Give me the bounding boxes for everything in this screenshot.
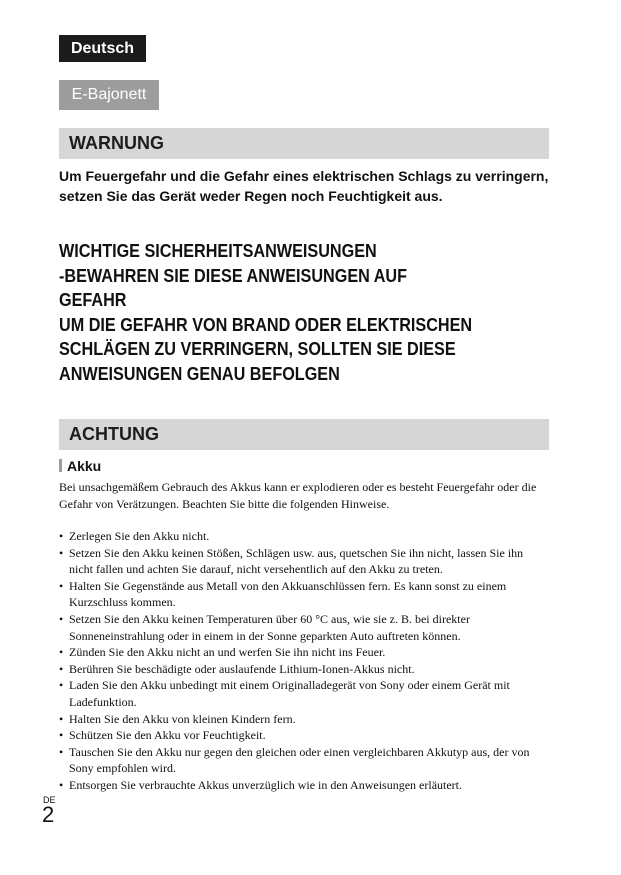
safety-instructions (59, 239, 527, 386)
safety-line: SCHLÄGEN ZU VERRINGERN, SOLLTEN SIE DIESE (59, 339, 456, 359)
list-item (59, 777, 549, 794)
list-item (59, 545, 549, 578)
list-item (59, 727, 549, 744)
list-item (59, 528, 549, 545)
list-item (59, 611, 549, 644)
list-item-text: Laden Sie den Akku unbedingt mit einem Originalladegerät von Sony oder einem Gerät mit Ladefunktion. (69, 678, 510, 709)
list-item (59, 578, 549, 611)
list-item-text: Schützen Sie den Akku vor Feuchtigkeit. (69, 728, 266, 743)
language-label: Deutsch (59, 35, 146, 62)
bullet-icon: • (59, 711, 64, 726)
bullet-icon: • (59, 777, 64, 792)
safety-line: ANWEISUNGEN GENAU BEFOLGEN (59, 363, 340, 384)
battery-warnings-list (59, 528, 549, 794)
bullet-icon: • (59, 645, 64, 660)
caution-header (59, 419, 549, 450)
list-item-text: Tauschen Sie den Akku nur gegen den gleichen oder einen vergleichbaren Akkutyp aus, der von Sony empfohlen wird. (69, 744, 530, 776)
safety-line: UM DIE GEFAHR VON BRAND ODER ELEKTRISCHEN (59, 314, 473, 335)
warning-header (59, 128, 549, 159)
list-item (59, 744, 549, 777)
list-item-text: Setzen Sie den Akku keinen Temperaturen über 60 °C aus, wie sie z. B. bei direkter Sonneneinstrahlung oder in einem in der Sonne geparkten Auto auftreten können. (69, 611, 470, 643)
battery-subheading (59, 458, 101, 476)
list-item (59, 677, 549, 710)
bullet-icon: • (59, 578, 64, 593)
bullet-icon: • (59, 611, 64, 626)
caution-title: ACHTUNG (69, 424, 159, 444)
safety-line: GEFAHR (59, 290, 127, 310)
list-item-text: Halten Sie Gegenstände aus Metall von den Akkuanschlüssen fern. Es kann sonst zu einem Kurzschluss kommen. (69, 578, 507, 610)
bullet-icon: • (59, 728, 64, 743)
page-language-code: DE (43, 795, 56, 805)
bullet-icon: • (59, 545, 64, 560)
warning-title: WARNUNG (69, 133, 164, 153)
list-item-text: Berühren Sie beschädigte oder auslaufende Lithium-Ionen-Akkus nicht. (69, 661, 415, 676)
list-item (59, 661, 549, 678)
section-marker (59, 459, 62, 472)
warning-text: Um Feuergefahr und die Gefahr eines elektrischen Schlags zu verringern, setzen Sie das Gerät weder Regen noch Feuchtigkeit aus. (59, 168, 549, 204)
mount-label: E-Bajonett (59, 80, 159, 110)
list-item-text: Zünden Sie den Akku nicht an und werfen Sie ihn nicht ins Feuer. (69, 645, 386, 660)
battery-intro: Bei unsachgemäßem Gebrauch des Akkus kann er explodieren oder es besteht Feuergefahr oder die Gefahr von Verätzungen. Beachten Sie bitte die folgenden Hinweise. (59, 480, 537, 511)
safety-line: WICHTIGE SICHERHEITSANWEISUNGEN (59, 241, 377, 261)
bullet-icon: • (59, 661, 64, 676)
list-item-text: Halten Sie den Akku von kleinen Kindern fern. (69, 711, 296, 726)
list-item-text: Setzen Sie den Akku keinen Stößen, Schlägen usw. aus, quetschen Sie ihn nicht, lassen Sie ihn nicht fallen und achten Sie darauf, nicht versehentlich auf den Akku zu treten. (69, 545, 524, 577)
safety-line: -BEWAHREN SIE DIESE ANWEISUNGEN AUF (59, 265, 408, 286)
list-item (59, 711, 549, 728)
battery-subtitle: Akku (67, 458, 102, 474)
list-item (59, 644, 549, 661)
bullet-icon: • (59, 529, 64, 543)
page-number: 2 (42, 802, 55, 827)
bullet-icon: • (59, 678, 64, 693)
list-item-text: Zerlegen Sie den Akku nicht. (69, 529, 210, 543)
list-item-text: Entsorgen Sie verbrauchte Akkus unverzüglich wie in den Anweisungen erläutert. (69, 777, 463, 792)
bullet-icon: • (59, 744, 64, 759)
